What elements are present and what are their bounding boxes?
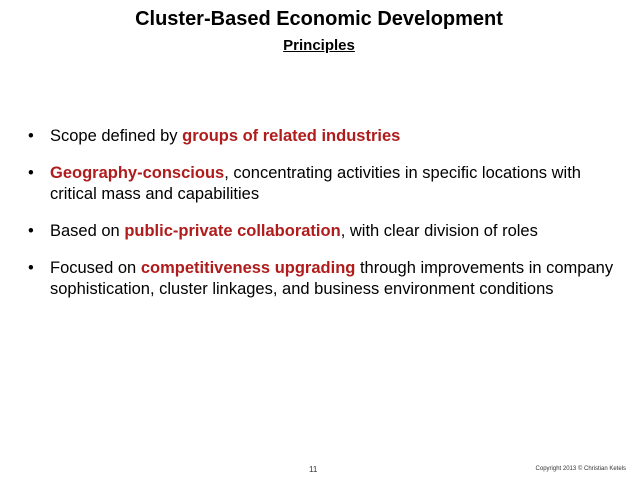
bullet-text: , concentrating activities in specific locations with critical mass and capabilities <box>50 164 581 203</box>
bullet-item <box>28 258 618 300</box>
bullet-emphasis: Geography-conscious <box>50 164 225 182</box>
bullet-text: Focused on <box>50 259 141 277</box>
bullet-emphasis: groups of related industries <box>182 127 401 145</box>
slide-subtitle: Principles <box>283 37 355 54</box>
bullet-text: Based on <box>50 222 125 240</box>
bullet-text: Scope defined by <box>50 127 183 145</box>
bullet-text: , with clear division of roles <box>340 222 538 240</box>
bullet-marker: • <box>28 259 34 277</box>
bullet-item <box>28 221 618 242</box>
bullet-marker: • <box>28 127 34 145</box>
bullet-emphasis: competitiveness upgrading <box>140 259 356 277</box>
bullet-item <box>28 126 618 147</box>
bullet-marker: • <box>28 222 34 240</box>
bullet-text: through improvements in company sophistication, cluster linkages, and business environment conditions <box>50 259 614 298</box>
page-number: 11 <box>309 465 318 474</box>
slide-title: Cluster-Based Economic Development <box>135 8 503 30</box>
bullet-emphasis: public-private collaboration <box>124 222 341 240</box>
bullet-item <box>28 163 618 205</box>
bullet-marker: • <box>28 164 34 182</box>
copyright-notice: Copyright 2013 © Christian Ketels <box>535 466 626 472</box>
bullet-list <box>28 126 618 316</box>
